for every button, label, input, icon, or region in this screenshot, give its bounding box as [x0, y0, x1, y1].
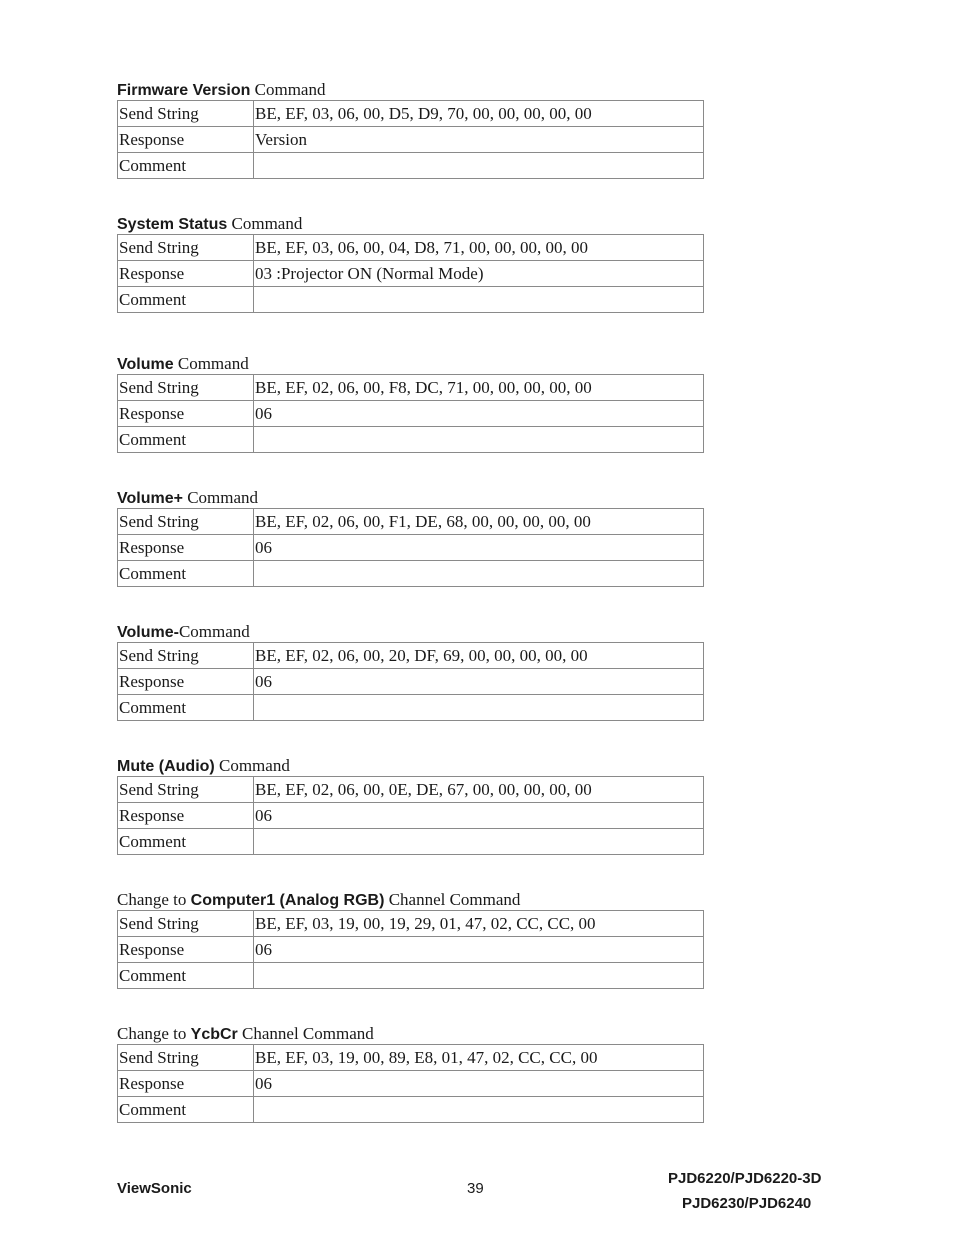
- sec-computer1-channel: [117, 890, 704, 989]
- send-string-label: Send String: [118, 509, 254, 535]
- comment-label: Comment: [118, 153, 254, 179]
- section-heading: [117, 756, 704, 776]
- table-row: [118, 153, 704, 179]
- heading-prefix: Change to: [117, 1024, 191, 1043]
- comment-value: [254, 963, 704, 989]
- footer-model-line1: PJD6220/PJD6220-3D: [668, 1170, 822, 1187]
- send-string-value: BE, EF, 03, 19, 00, 89, E8, 01, 47, 02, CC, CC, 00: [254, 1045, 704, 1071]
- table-row: [118, 777, 704, 803]
- table-row: [118, 695, 704, 721]
- send-string-label: Send String: [118, 911, 254, 937]
- table-row: [118, 287, 704, 313]
- command-table: [117, 508, 704, 587]
- table-row: [118, 1045, 704, 1071]
- send-string-label: Send String: [118, 235, 254, 261]
- comment-value: [254, 427, 704, 453]
- sec-firmware-version: [117, 80, 704, 179]
- table-row: [118, 261, 704, 287]
- send-string-value: BE, EF, 03, 06, 00, D5, D9, 70, 00, 00, 00, 00, 00: [254, 101, 704, 127]
- section-heading: [117, 354, 704, 374]
- heading-suffix: Command: [250, 80, 326, 99]
- sec-volume: [117, 354, 704, 453]
- heading-suffix: Command: [173, 354, 249, 373]
- command-table: [117, 234, 704, 313]
- footer-page-number: 39: [467, 1180, 484, 1197]
- response-label: Response: [118, 1071, 254, 1097]
- heading-suffix: Command: [178, 622, 250, 641]
- table-row: [118, 509, 704, 535]
- comment-value: [254, 829, 704, 855]
- table-row: [118, 911, 704, 937]
- send-string-value: BE, EF, 02, 06, 00, 0E, DE, 67, 00, 00, 00, 00, 00: [254, 777, 704, 803]
- table-row: [118, 401, 704, 427]
- send-string-label: Send String: [118, 643, 254, 669]
- table-row: [118, 427, 704, 453]
- response-value: 06: [254, 535, 704, 561]
- table-row: [118, 561, 704, 587]
- comment-value: [254, 287, 704, 313]
- heading-prefix: Change to: [117, 890, 191, 909]
- comment-value: [254, 153, 704, 179]
- table-row: [118, 535, 704, 561]
- comment-label: Comment: [118, 963, 254, 989]
- table-row: [118, 235, 704, 261]
- send-string-label: Send String: [118, 1045, 254, 1071]
- response-value: Version: [254, 127, 704, 153]
- heading-bold: Computer1 (Analog RGB): [190, 892, 385, 909]
- heading-suffix: Command: [214, 756, 290, 775]
- response-label: Response: [118, 261, 254, 287]
- table-row: [118, 963, 704, 989]
- response-label: Response: [118, 127, 254, 153]
- send-string-label: Send String: [118, 101, 254, 127]
- table-row: [118, 1071, 704, 1097]
- heading-bold: Volume+: [117, 490, 183, 507]
- heading-bold: System Status: [117, 216, 228, 233]
- response-value: 03 :Projector ON (Normal Mode): [254, 261, 704, 287]
- table-row: [118, 127, 704, 153]
- table-row: [118, 803, 704, 829]
- command-table: [117, 100, 704, 179]
- send-string-value: BE, EF, 02, 06, 00, F8, DC, 71, 00, 00, 00, 00, 00: [254, 375, 704, 401]
- send-string-value: BE, EF, 02, 06, 00, F1, DE, 68, 00, 00, 00, 00, 00: [254, 509, 704, 535]
- response-value: 06: [254, 1071, 704, 1097]
- heading-bold: Firmware Version: [117, 82, 251, 99]
- heading-bold: Mute (Audio): [117, 758, 215, 775]
- send-string-label: Send String: [118, 777, 254, 803]
- send-string-label: Send String: [118, 375, 254, 401]
- comment-label: Comment: [118, 1097, 254, 1123]
- response-value: 06: [254, 401, 704, 427]
- send-string-value: BE, EF, 03, 06, 00, 04, D8, 71, 00, 00, 00, 00, 00: [254, 235, 704, 261]
- comment-label: Comment: [118, 829, 254, 855]
- comment-value: [254, 695, 704, 721]
- footer-model-line2: PJD6230/PJD6240: [682, 1195, 812, 1212]
- command-table: [117, 1044, 704, 1123]
- section-heading: [117, 214, 704, 234]
- response-value: 06: [254, 669, 704, 695]
- command-table: [117, 374, 704, 453]
- comment-label: Comment: [118, 287, 254, 313]
- response-label: Response: [118, 803, 254, 829]
- heading-suffix: Channel Command: [384, 890, 521, 909]
- section-heading: [117, 890, 704, 910]
- table-row: [118, 829, 704, 855]
- table-row: [118, 643, 704, 669]
- section-heading: [117, 488, 704, 508]
- comment-label: Comment: [118, 695, 254, 721]
- sec-system-status: [117, 214, 704, 313]
- heading-suffix: Channel Command: [237, 1024, 374, 1043]
- sec-volume-minus: [117, 622, 704, 721]
- response-label: Response: [118, 401, 254, 427]
- command-table: [117, 642, 704, 721]
- command-table: [117, 776, 704, 855]
- section-heading: [117, 1024, 704, 1044]
- response-label: Response: [118, 937, 254, 963]
- response-label: Response: [118, 535, 254, 561]
- footer-brand: ViewSonic: [117, 1180, 192, 1197]
- heading-bold: Volume-: [117, 624, 179, 641]
- comment-label: Comment: [118, 561, 254, 587]
- table-row: [118, 375, 704, 401]
- comment-value: [254, 561, 704, 587]
- section-heading: [117, 80, 704, 100]
- sec-volume-plus: [117, 488, 704, 587]
- response-value: 06: [254, 937, 704, 963]
- table-row: [118, 669, 704, 695]
- sec-mute-audio: [117, 756, 704, 855]
- heading-suffix: Command: [182, 488, 259, 507]
- table-row: [118, 101, 704, 127]
- heading-bold: Volume: [117, 356, 174, 373]
- table-row: [118, 1097, 704, 1123]
- table-row: [118, 937, 704, 963]
- sec-ycbcr-channel: [117, 1024, 704, 1123]
- send-string-value: BE, EF, 02, 06, 00, 20, DF, 69, 00, 00, 00, 00, 00: [254, 643, 704, 669]
- heading-bold: YcbCr: [190, 1026, 238, 1043]
- send-string-value: BE, EF, 03, 19, 00, 19, 29, 01, 47, 02, CC, CC, 00: [254, 911, 704, 937]
- comment-value: [254, 1097, 704, 1123]
- response-label: Response: [118, 669, 254, 695]
- section-heading: [117, 622, 704, 642]
- response-value: 06: [254, 803, 704, 829]
- comment-label: Comment: [118, 427, 254, 453]
- heading-suffix: Command: [227, 214, 303, 233]
- command-table: [117, 910, 704, 989]
